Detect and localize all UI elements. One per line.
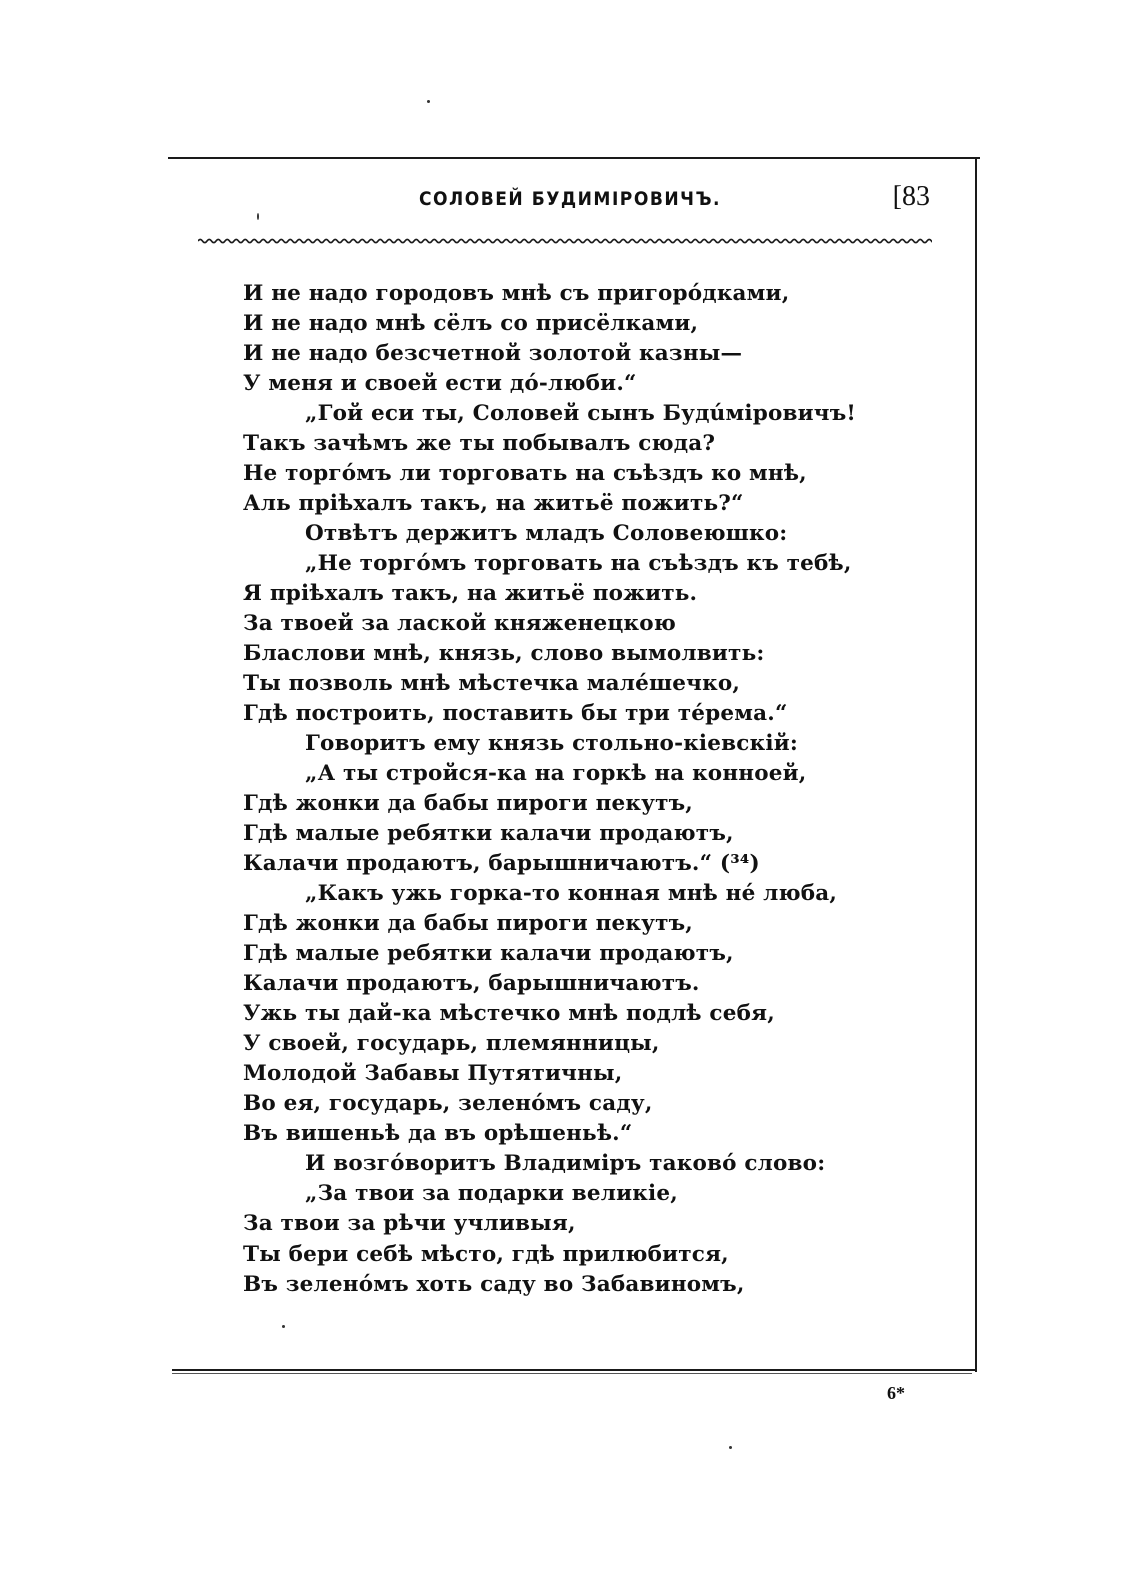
page-frame-bottom-rule bbox=[172, 1369, 977, 1371]
poem-line: Въ зеленóмъ хоть саду во Забавиномъ, bbox=[243, 1271, 745, 1297]
poem-line: И не надо мнѣ сёлъ со присёлками, bbox=[243, 311, 699, 337]
running-title: СОЛОВЕЙ БУДИМІРОВИЧЪ. bbox=[418, 188, 722, 210]
poem-line: Гдѣ жонки да бабы пироги пекутъ, bbox=[243, 791, 693, 817]
print-speck bbox=[257, 213, 259, 220]
poem-line: У меня и своей ести дó-люби.“ bbox=[243, 371, 637, 397]
page-frame-right-rule bbox=[975, 158, 977, 1372]
poem-line: У своей, государь, племянницы, bbox=[243, 1031, 660, 1057]
print-speck bbox=[427, 100, 430, 103]
poem-line: Аль пріѣхалъ такъ, на житьё пожить?“ bbox=[243, 491, 744, 517]
poem-line: Бласлови мнѣ, князь, слово вымолвить: bbox=[243, 641, 765, 667]
page-number: [83 bbox=[892, 181, 930, 212]
poem-line: „Какъ ужь горка-то конная мнѣ нé люба, bbox=[305, 881, 838, 907]
poem-line: И не надо безсчетной золотой казны— bbox=[243, 341, 743, 367]
poem-text bbox=[243, 279, 943, 1300]
poem-line: „За твои за подарки великіе, bbox=[305, 1181, 678, 1207]
poem-line: Калачи продаютъ, барышничаютъ.“ (³⁴) bbox=[243, 851, 760, 877]
poem-line: Такъ зачѣмъ же ты побывалъ сюда? bbox=[243, 431, 716, 457]
poem-line: За твоей за лаской княженецкою bbox=[243, 611, 676, 637]
page-frame-top-rule bbox=[168, 157, 980, 159]
poem-line: Ты позволь мнѣ мѣстечка малéшечко, bbox=[243, 671, 741, 697]
print-speck bbox=[282, 1325, 285, 1328]
poem-line: „А ты стройся-ка на горкѣ на конноей, bbox=[305, 761, 807, 787]
poem-line: Я пріѣхалъ такъ, на житьё пожить. bbox=[243, 581, 698, 607]
poem-line: Ужь ты дай-ка мѣстечко мнѣ подлѣ себя, bbox=[243, 1001, 775, 1027]
poem-line: Калачи продаютъ, барышничаютъ. bbox=[243, 971, 700, 997]
wavy-divider bbox=[198, 234, 932, 248]
poem-line: За твои за рѣчи учливыя, bbox=[243, 1211, 576, 1237]
poem-line: Гдѣ построить, поставить бы три тéрема.“ bbox=[243, 701, 788, 727]
poem-line: Гдѣ малые ребятки калачи продаютъ, bbox=[243, 941, 734, 967]
poem-line: Отвѣтъ держитъ младъ Соловеюшко: bbox=[305, 521, 788, 547]
poem-line: Во ея, государь, зеленóмъ саду, bbox=[243, 1091, 653, 1117]
poem-line: Въ вишеньѣ да въ орѣшеньѣ.“ bbox=[243, 1121, 633, 1147]
poem-line: Гдѣ жонки да бабы пироги пекутъ, bbox=[243, 911, 693, 937]
poem-line: „Гой еси ты, Соловей сынъ Будúміровичъ! bbox=[305, 401, 857, 427]
poem-line: Говоритъ ему князь стольно-кіевскій: bbox=[305, 731, 798, 757]
print-speck bbox=[729, 1446, 732, 1449]
printer-signature-mark: 6* bbox=[887, 1383, 905, 1403]
poem-line: И возгóворитъ Владиміръ таковó слово: bbox=[305, 1151, 826, 1177]
poem-line: Молодой Забавы Путятичны, bbox=[243, 1061, 623, 1087]
poem-line: Не торгóмъ ли торговать на съѣздъ ко мнѣ, bbox=[243, 461, 807, 487]
poem-line: Ты бери себѣ мѣсто, гдѣ прилюбится, bbox=[243, 1241, 729, 1267]
poem-line: „Не торгóмъ торговать на съѣздъ къ тебѣ, bbox=[305, 551, 852, 577]
page-frame-bottom-thin-rule bbox=[172, 1373, 972, 1374]
poem-line: Гдѣ малые ребятки калачи продаютъ, bbox=[243, 821, 734, 847]
poem-line: И не надо городовъ мнѣ съ пригорóдками, bbox=[243, 281, 790, 306]
